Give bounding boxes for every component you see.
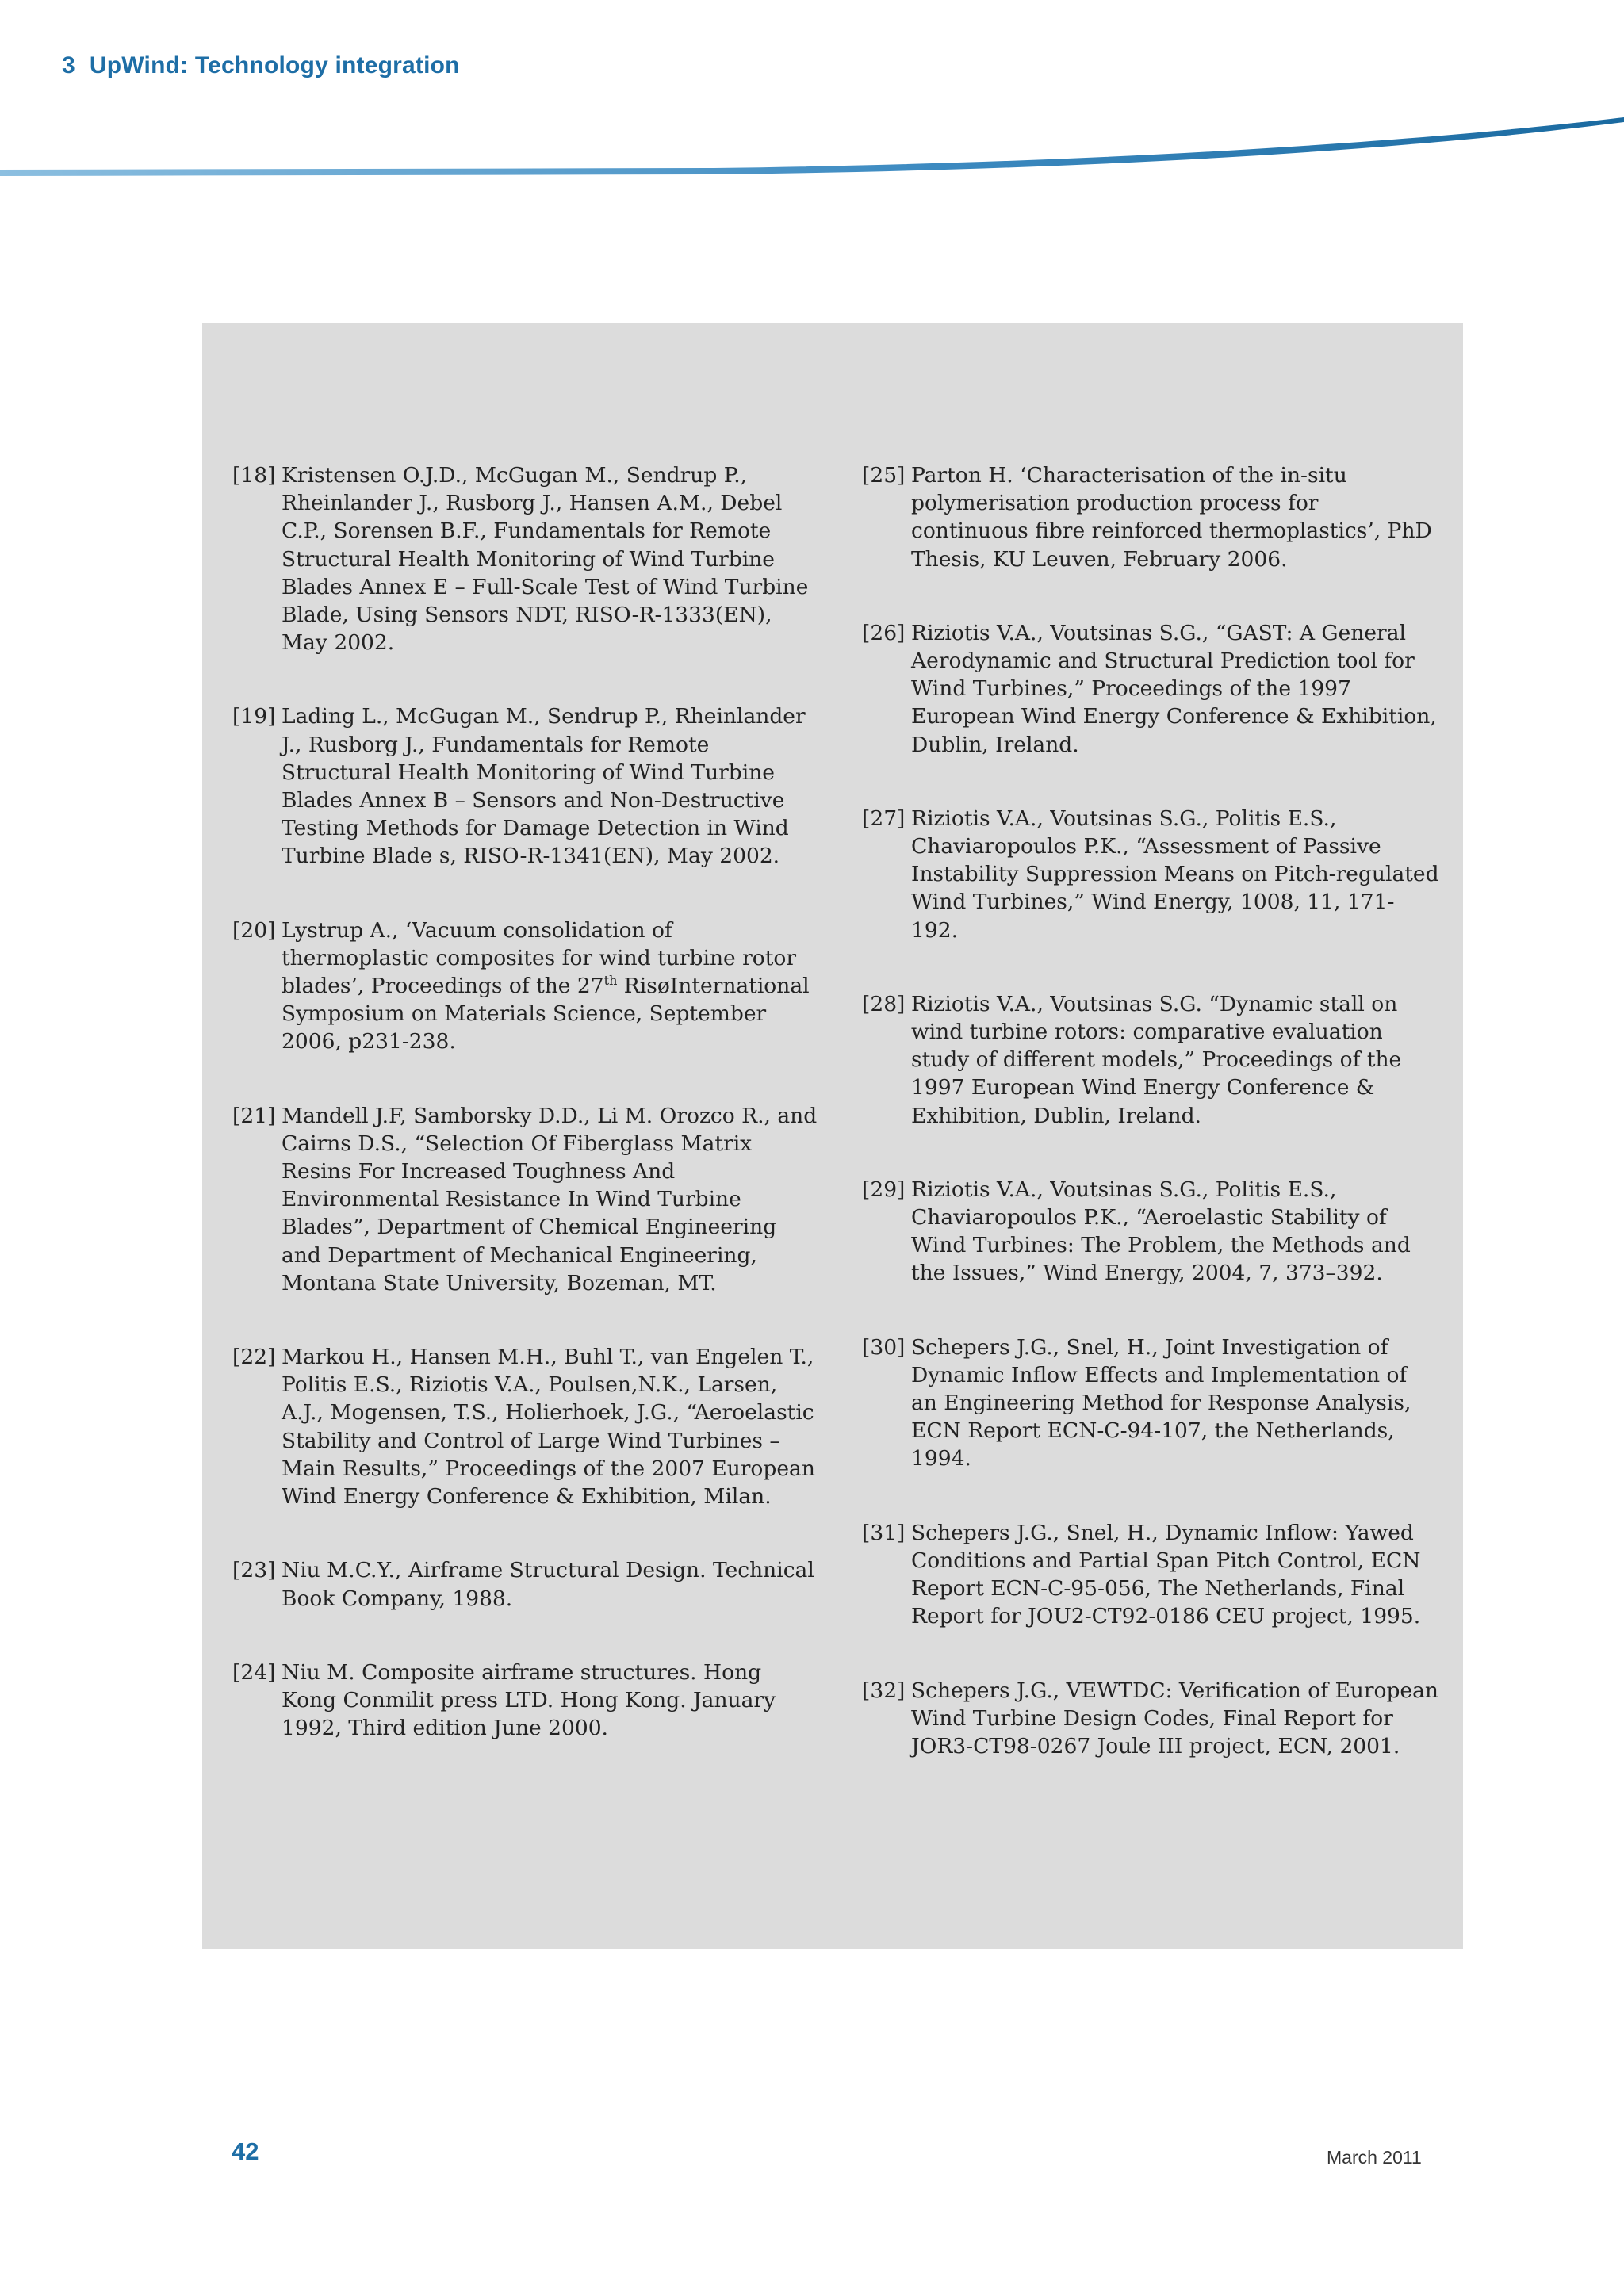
running-header [62,52,460,79]
reference-label: [31] [862,1520,906,1545]
reference-text: Riziotis V.A., Voutsinas S.G., Politis E.S., Chaviaropoulos P.K., “Aeroelastic Stability of Wind Turbines: The Problem, the Methods and the Issues,” Wind Energy, 2004, 7, 373–392. [911,1177,1411,1286]
reference-item [862,1677,1439,1761]
reference-item [862,1519,1439,1631]
chapter-title: UpWind: Technology integration [89,52,460,78]
reference-text: Riziotis V.A., Voutsinas S.G., “GAST: A General Aerodynamic and Structural Prediction tool for Wind Turbines,” Proceedings of the 1997 European Wind Energy Conference & Exhibition, Dublin, Ireland. [911,620,1437,757]
reference-label: [30] [862,1334,906,1360]
reference-text: Niu M. Composite airframe structures. Hong Kong Conmilit press LTD. Hong Kong. January 1992, Third edition June 2000. [282,1659,776,1741]
reference-text: Niu M.C.Y., Airframe Structural Design. Technical Book Company, 1988. [282,1558,814,1611]
reference-label: [20] [232,917,276,943]
reference-item [862,1176,1439,1288]
reference-text: Markou H., Hansen M.H., Buhl T., van Engelen T., Politis E.S., Riziotis V.A., Poulsen,N.K., Larsen, A.J., Mogensen, T.S., Holierhoek, J.G., “Aeroelastic Stability and Control of Large Wind Turbines – Main Results,” Proceedings of the 2007 European Wind Energy Conference & Exhibition, Milan. [282,1345,815,1510]
reference-label: [21] [232,1103,276,1128]
references-panel [202,323,1463,1949]
reference-item [862,990,1439,1130]
reference-label: [32] [862,1678,906,1703]
reference-label: [28] [862,991,906,1016]
reference-text: Lading L., McGugan M., Sendrup P., Rheinlander J., Rusborg J., Fundamentals for Remote Structural Health Monitoring of Wind Turbine Blades Annex B – Sensors and Non-Destructive Testing Methods for Damage Detection in Wind Turbine Blade s, RISO-R-1341(EN), May 2002. [282,704,806,869]
reference-text: Kristensen O.J.D., McGugan M., Sendrup P., Rheinlander J., Rusborg J., Hansen A.M., Debel C.P., Sorensen B.F., Fundamentals for Remote Structural Health Monitoring of Wind Turbine Blades Annex E – Full-Scale Test of Wind Turbine Blade, Using Sensors NDT, RISO-R-1333(EN), May 2002. [282,463,809,656]
reference-label: [18] [232,463,276,488]
reference-item [232,461,819,656]
reference-item [862,619,1439,759]
chapter-number: 3 [62,52,75,78]
reference-text: Schepers J.G., VEWTDC: Verification of European Wind Turbine Design Codes, Final Report for JOR3-CT98-0267 Joule III project, ECN, 2001. [911,1678,1438,1758]
reference-label: [23] [232,1558,276,1583]
reference-text: Riziotis V.A., Voutsinas S.G. “Dynamic stall on wind turbine rotors: comparative evaluation study of different models,” Proceedings of the 1997 European Wind Energy Conference & Exhibition, Dublin, Ireland. [911,991,1402,1128]
references-column-right [862,461,1439,1806]
reference-item [232,1659,819,1743]
reference-label: [24] [232,1659,276,1685]
reference-text [282,916,819,1056]
reference-text: Schepers J.G., Snel, H., Dynamic Inflow: Yawed Conditions and Partial Span Pitch Control, ECN Report ECN-C-95-056, The Netherlands, Final Report for JOU2-CT92-0186 CEU project, 1995. [911,1520,1421,1629]
reference-text: Riziotis V.A., Voutsinas S.G., Politis E.S., Chaviaropoulos P.K., “Assessment of Passive Instability Suppression Means on Pitch-regulated Wind Turbines,” Wind Energy, 1008, 11, 171-192. [911,806,1439,943]
reference-text: Parton H. ‘Characterisation of the in-situ polymerisation production process for continuous fibre reinforced thermoplastics’, PhD Thesis, KU Leuven, February 2006. [911,463,1432,572]
publication-date: March 2011 [1327,2147,1422,2168]
reference-text: Mandell J.F, Samborsky D.D., Li M. Orozco R., and Cairns D.S., “Selection Of Fiberglass Matrix Resins For Increased Toughness And Environmental Resistance In Wind Turbine Blades”, Department of Chemical Engineering and Department of Mechanical Engineering, Montana State University, Bozeman, MT. [282,1103,818,1295]
reference-label: [22] [232,1345,276,1370]
reference-text-part: Lystrup A., ‘Vacuum consolidation of thermoplastic composites for wind turbine rotor blades’, Proceedings of the 27 [282,917,797,999]
reference-text-part: RisøInternational Symposium on Materials Science, September 2006, p231-238. [282,974,810,1054]
reference-item [232,1343,819,1510]
reference-item [232,1102,819,1297]
reference-text: Schepers J.G., Snel, H., Joint Investigation of Dynamic Inflow Effects and Implementation of an Engineering Method for Response Analysis, ECN Report ECN-C-94-107, the Netherlands, 1994. [911,1334,1411,1471]
reference-label: [26] [862,620,906,645]
reference-item [862,1334,1439,1473]
reference-label: [19] [232,704,276,729]
superscript: th [603,973,618,989]
reference-label: [27] [862,806,906,831]
reference-item [232,1556,819,1612]
reference-label: [29] [862,1177,906,1202]
header-swoosh-decoration [0,103,1624,190]
reference-item [862,461,1439,573]
reference-label: [25] [862,463,906,488]
references-column-left [232,461,819,1788]
reference-item [232,916,819,1056]
reference-item [232,702,819,870]
reference-item [862,805,1439,944]
page-number: 42 [232,2137,259,2165]
